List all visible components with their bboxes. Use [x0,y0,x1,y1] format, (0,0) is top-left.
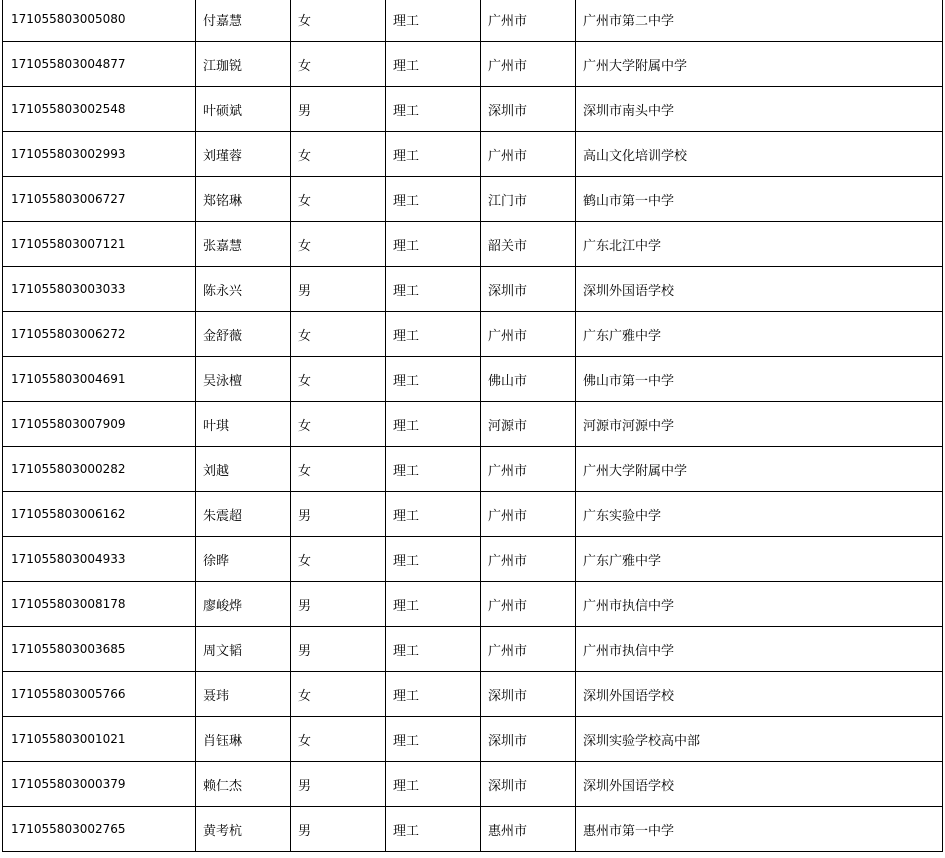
cell-school: 鹤山市第一中学 [576,177,943,222]
cell-category: 理工 [386,42,481,87]
cell-student-id: 171055803001021 [3,717,196,762]
cell-city: 广州市 [481,42,576,87]
cell-student-name: 叶硕斌 [196,87,291,132]
cell-student-id: 171055803007909 [3,402,196,447]
cell-school: 广州大学附属中学 [576,42,943,87]
cell-student-name: 廖峻烨 [196,582,291,627]
table-row [3,222,943,267]
cell-gender: 女 [291,537,386,582]
cell-school: 深圳外国语学校 [576,267,943,312]
cell-gender: 女 [291,42,386,87]
cell-category: 理工 [386,357,481,402]
table-row [3,42,943,87]
cell-city: 惠州市 [481,807,576,852]
cell-student-name: 叶琪 [196,402,291,447]
cell-category: 理工 [386,0,481,42]
cell-student-name: 刘瑾蓉 [196,132,291,177]
table-row [3,447,943,492]
table-row [3,627,943,672]
cell-city: 深圳市 [481,267,576,312]
cell-school: 深圳市南头中学 [576,87,943,132]
cell-gender: 男 [291,627,386,672]
cell-city: 深圳市 [481,717,576,762]
cell-student-id: 171055803008178 [3,582,196,627]
table-row [3,357,943,402]
cell-student-id: 171055803007121 [3,222,196,267]
cell-category: 理工 [386,267,481,312]
cell-student-name: 吴泳檀 [196,357,291,402]
cell-school: 深圳外国语学校 [576,672,943,717]
cell-city: 广州市 [481,582,576,627]
cell-student-name: 黄考杭 [196,807,291,852]
cell-gender: 男 [291,762,386,807]
cell-student-id: 171055803005766 [3,672,196,717]
cell-student-id: 171055803006162 [3,492,196,537]
cell-category: 理工 [386,222,481,267]
cell-student-id: 171055803004877 [3,42,196,87]
cell-city: 广州市 [481,132,576,177]
table-row [3,807,943,852]
cell-category: 理工 [386,312,481,357]
cell-category: 理工 [386,807,481,852]
cell-city: 广州市 [481,312,576,357]
cell-gender: 女 [291,0,386,42]
cell-student-id: 171055803003685 [3,627,196,672]
cell-category: 理工 [386,672,481,717]
cell-city: 韶关市 [481,222,576,267]
cell-student-id: 171055803002548 [3,87,196,132]
cell-school: 广州市第二中学 [576,0,943,42]
cell-category: 理工 [386,87,481,132]
cell-student-name: 金舒薇 [196,312,291,357]
table-row [3,267,943,312]
cell-city: 深圳市 [481,762,576,807]
cell-student-name: 江珈锐 [196,42,291,87]
cell-gender: 女 [291,717,386,762]
cell-gender: 女 [291,132,386,177]
cell-school: 高山文化培训学校 [576,132,943,177]
cell-student-name: 赖仁杰 [196,762,291,807]
cell-category: 理工 [386,447,481,492]
table-row [3,492,943,537]
cell-city: 广州市 [481,492,576,537]
cell-gender: 女 [291,672,386,717]
cell-gender: 女 [291,312,386,357]
cell-student-name: 付嘉慧 [196,0,291,42]
cell-category: 理工 [386,537,481,582]
student-roster-table [2,0,943,852]
cell-student-id: 171055803004691 [3,357,196,402]
cell-school: 广州市执信中学 [576,582,943,627]
table-row [3,582,943,627]
cell-school: 广州市执信中学 [576,627,943,672]
cell-gender: 女 [291,177,386,222]
cell-category: 理工 [386,402,481,447]
table-row [3,132,943,177]
cell-gender: 女 [291,222,386,267]
roster-body [3,0,943,852]
cell-student-name: 郑铭琳 [196,177,291,222]
cell-school: 广东广雅中学 [576,312,943,357]
cell-student-id: 171055803002765 [3,807,196,852]
cell-gender: 女 [291,447,386,492]
cell-category: 理工 [386,582,481,627]
cell-category: 理工 [386,132,481,177]
table-row [3,537,943,582]
cell-school: 广东实验中学 [576,492,943,537]
table-row [3,717,943,762]
cell-school: 惠州市第一中学 [576,807,943,852]
cell-category: 理工 [386,627,481,672]
table-row [3,672,943,717]
table-row [3,177,943,222]
cell-student-id: 171055803000379 [3,762,196,807]
cell-gender: 男 [291,87,386,132]
cell-category: 理工 [386,717,481,762]
cell-city: 佛山市 [481,357,576,402]
cell-student-name: 刘越 [196,447,291,492]
cell-student-name: 周文韬 [196,627,291,672]
cell-student-id: 171055803006272 [3,312,196,357]
cell-city: 广州市 [481,447,576,492]
cell-student-id: 171055803002993 [3,132,196,177]
cell-gender: 女 [291,402,386,447]
cell-school: 广州大学附属中学 [576,447,943,492]
cell-school: 深圳实验学校高中部 [576,717,943,762]
cell-city: 深圳市 [481,87,576,132]
cell-school: 广东北江中学 [576,222,943,267]
cell-student-id: 171055803005080 [3,0,196,42]
table-row [3,312,943,357]
table-row [3,762,943,807]
cell-school: 广东广雅中学 [576,537,943,582]
cell-student-name: 肖钰琳 [196,717,291,762]
cell-school: 佛山市第一中学 [576,357,943,402]
table-row [3,402,943,447]
cell-student-name: 陈永兴 [196,267,291,312]
table-row [3,0,943,42]
table-row [3,87,943,132]
cell-student-id: 171055803006727 [3,177,196,222]
cell-student-name: 朱震超 [196,492,291,537]
cell-city: 广州市 [481,627,576,672]
cell-city: 广州市 [481,537,576,582]
cell-student-name: 张嘉慧 [196,222,291,267]
cell-gender: 男 [291,492,386,537]
cell-gender: 男 [291,807,386,852]
cell-gender: 男 [291,582,386,627]
cell-school: 深圳外国语学校 [576,762,943,807]
cell-city: 河源市 [481,402,576,447]
cell-category: 理工 [386,177,481,222]
cell-category: 理工 [386,492,481,537]
cell-gender: 女 [291,357,386,402]
cell-category: 理工 [386,762,481,807]
cell-city: 江门市 [481,177,576,222]
cell-city: 广州市 [481,0,576,42]
cell-student-id: 171055803003033 [3,267,196,312]
cell-school: 河源市河源中学 [576,402,943,447]
cell-student-id: 171055803000282 [3,447,196,492]
cell-city: 深圳市 [481,672,576,717]
cell-gender: 男 [291,267,386,312]
cell-student-name: 聂玮 [196,672,291,717]
cell-student-name: 徐晔 [196,537,291,582]
cell-student-id: 171055803004933 [3,537,196,582]
